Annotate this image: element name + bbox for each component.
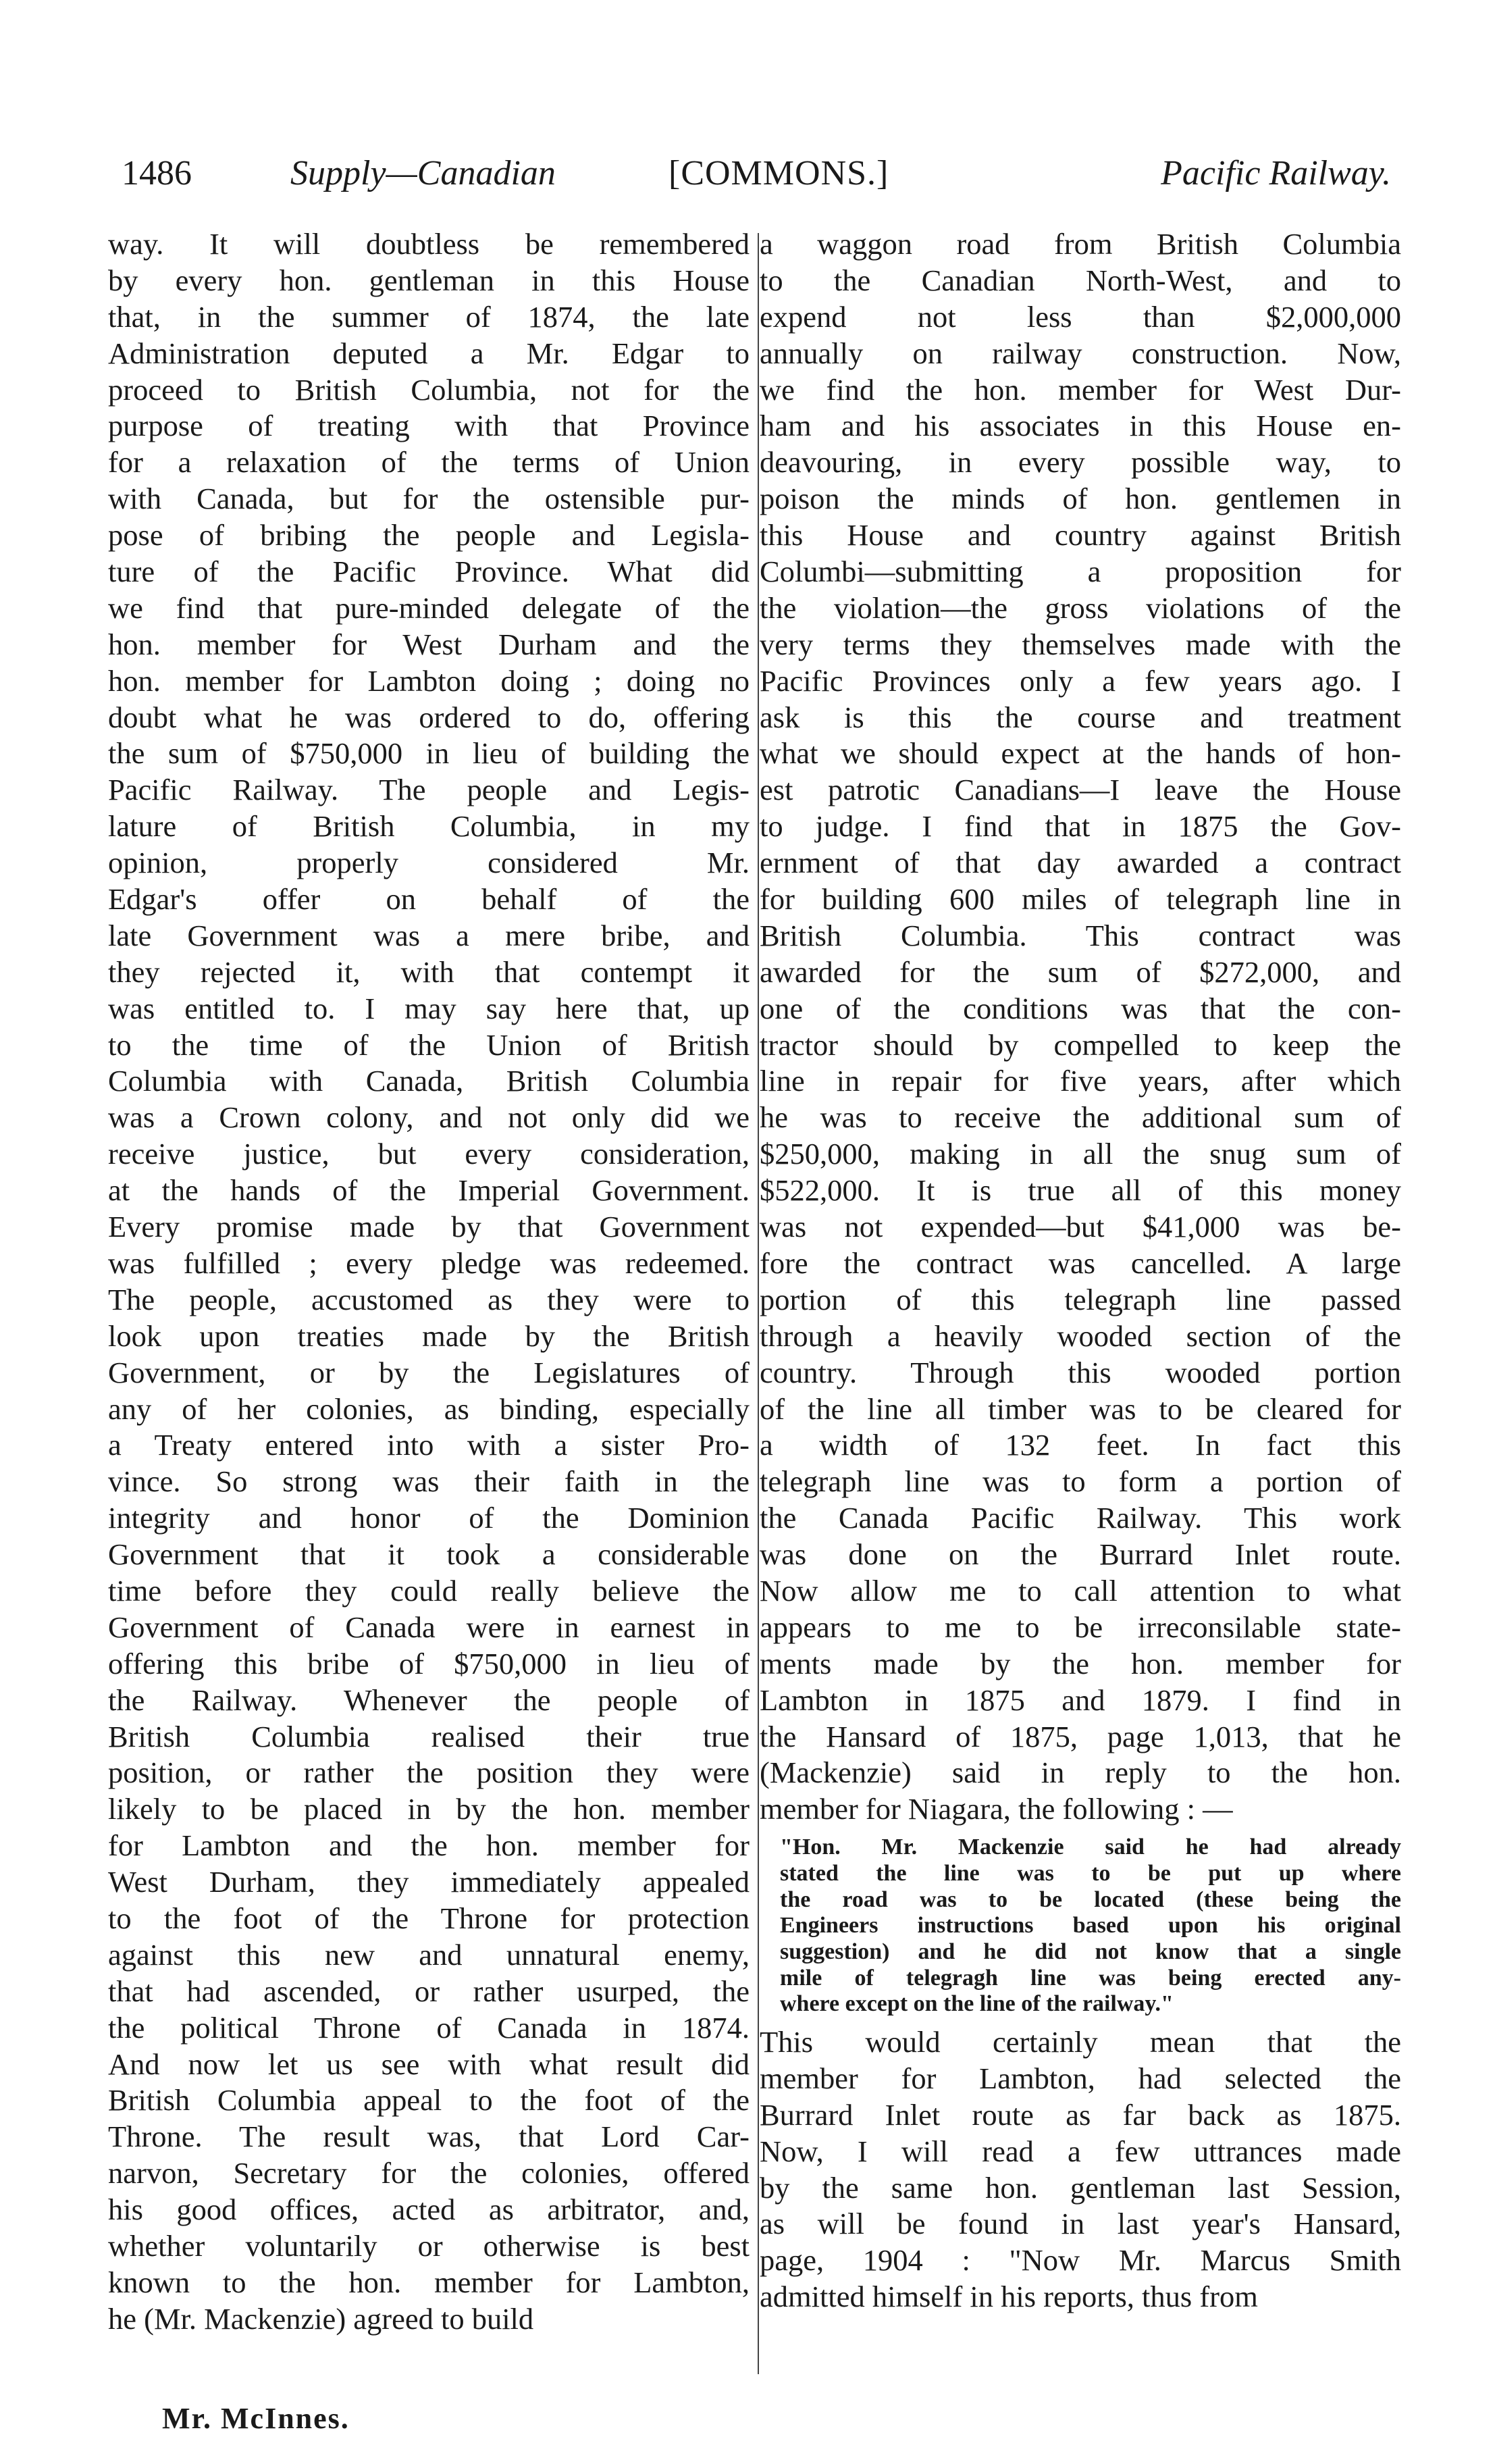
text-line: by every hon. gentleman in this House	[108, 263, 750, 297]
text-line: very terms they themselves made with the	[760, 627, 1401, 661]
quote-line: "Hon. Mr. Mackenzie said he had already	[780, 1834, 1401, 1860]
text-line: was entitled to. I may say here that, up	[108, 991, 750, 1025]
column-divider	[758, 233, 759, 2374]
text-line: the sum of $750,000 in lieu of building the	[108, 736, 750, 771]
text-line: they rejected it, with that contempt it	[108, 954, 750, 989]
text-line: the Hansard of 1875, page 1,013, that he	[760, 1719, 1401, 1753]
text-line: was done on the Burrard Inlet route.	[760, 1537, 1401, 1572]
text-line: of the line all timber was to be cleared for	[760, 1391, 1401, 1426]
text-line: look upon treaties made by the British	[108, 1318, 750, 1353]
text-line: Burrard Inlet route as far back as 1875.	[760, 2097, 1401, 2132]
text-line: hon. member for Lambton doing ; doing no	[108, 663, 750, 698]
block-quote	[760, 1828, 1401, 2024]
text-line: proceed to British Columbia, not for the	[108, 372, 750, 407]
text-line: portion of this telegraph line passed	[760, 1282, 1401, 1316]
text-line: member for Niagara, the following : —	[760, 1792, 1233, 1826]
text-line: whether voluntarily or otherwise is best	[108, 2228, 750, 2263]
text-line: awarded for the sum of $272,000, and	[760, 954, 1401, 989]
text-line: fore the contract was cancelled. A large	[760, 1246, 1401, 1280]
text-line: And now let us see with what result did	[108, 2047, 750, 2081]
quote-line: stated the line was to be put up where	[780, 1860, 1401, 1886]
text-line: to the Canadian North-West, and to	[760, 263, 1401, 297]
text-line: Now, I will read a few uttrances made	[760, 2134, 1401, 2168]
text-line: opinion, properly considered Mr.	[108, 846, 750, 880]
text-line: British Columbia appeal to the foot of the	[108, 2083, 750, 2118]
right-column-bottom-text	[760, 2024, 1401, 2315]
quote-line: Engineers instructions based upon his original	[780, 1913, 1401, 1939]
text-line: receive justice, but every consideration,	[108, 1137, 750, 1171]
text-line: Pacific Railway. The people and Legis-	[108, 773, 750, 807]
text-line: $250,000, making in all the snug sum of	[760, 1137, 1401, 1171]
text-line: annually on railway construction. Now,	[760, 336, 1401, 370]
running-title-right: Pacific Railway.	[1161, 154, 1391, 192]
text-line: with Canada, but for the ostensible pur-	[108, 482, 750, 516]
text-line: the Railway. Whenever the people of	[108, 1683, 750, 1717]
text-line: (Mackenzie) said in reply to the hon.	[760, 1755, 1401, 1790]
text-line: way. It will doubtless be remembered	[108, 227, 750, 261]
text-line: a Treaty entered into with a sister Pro-	[108, 1428, 750, 1462]
text-line: $522,000. It is true all of this money	[760, 1173, 1401, 1208]
text-line: to the time of the Union of British	[108, 1027, 750, 1062]
text-line: Administration deputed a Mr. Edgar to	[108, 336, 750, 370]
text-line: doubt what he was ordered to do, offering	[108, 700, 750, 734]
running-title-center: [COMMONS.]	[668, 154, 889, 192]
text-line: deavouring, in every possible way, to	[760, 445, 1401, 480]
text-line: he (Mr. Mackenzie) agreed to build	[108, 2301, 534, 2336]
text-line: ham and his associates in this House en-	[760, 409, 1401, 443]
text-line: we find that pure-minded delegate of the	[108, 590, 750, 625]
text-line: the Canada Pacific Railway. This work	[760, 1501, 1401, 1535]
text-line: this House and country against British	[760, 518, 1401, 553]
text-line: was a Crown colony, and not only did we	[108, 1100, 750, 1135]
text-line: Throne. The result was, that Lord Car-	[108, 2120, 750, 2154]
text-line: vince. So strong was their faith in the	[108, 1464, 750, 1499]
quote-line: the road was to be located (these being the	[780, 1886, 1401, 1912]
text-line: for building 600 miles of telegraph line in	[760, 882, 1401, 917]
text-line: Columbi—submitting a proposition for	[760, 555, 1401, 589]
text-line: Columbia with Canada, British Columbia	[108, 1064, 750, 1098]
text-line: est patrotic Canadians—I leave the House	[760, 773, 1401, 807]
text-line: hon. member for West Durham and the	[108, 627, 750, 661]
text-line: purpose of treating with that Province	[108, 409, 750, 443]
text-line: to judge. I find that in 1875 the Gov-	[760, 809, 1401, 844]
running-title-left: Supply—Canadian	[290, 154, 556, 192]
text-line: the violation—the gross violations of the	[760, 590, 1401, 625]
text-line: we find the hon. member for West Dur-	[760, 372, 1401, 407]
text-line: position, or rather the position they were	[108, 1755, 750, 1790]
text-line: British Columbia realised their true	[108, 1719, 750, 1753]
text-line: late Government was a mere bribe, and	[108, 918, 750, 952]
text-line: a waggon road from British Columbia	[760, 227, 1401, 261]
text-line: known to the hon. member for Lambton,	[108, 2265, 750, 2299]
text-line: line in repair for five years, after which	[760, 1064, 1401, 1098]
text-line: a width of 132 feet. In fact this	[760, 1428, 1401, 1462]
text-line: tractor should by compelled to keep the	[760, 1027, 1401, 1062]
text-line: was fulfilled ; every pledge was redeemed.	[108, 1246, 750, 1280]
right-text-column	[760, 226, 1401, 2315]
text-line: by the same hon. gentleman last Session,	[760, 2170, 1401, 2205]
text-line: ask is this the course and treatment	[760, 700, 1401, 734]
text-line: against this new and unnatural enemy,	[108, 1937, 750, 1972]
text-line: British Columbia. This contract was	[760, 918, 1401, 952]
text-line: expend not less than $2,000,000	[760, 299, 1401, 334]
text-line: offering this bribe of $750,000 in lieu of	[108, 1646, 750, 1680]
text-line: This would certainly mean that the	[760, 2025, 1401, 2059]
text-line: West Durham, they immediately appealed	[108, 1865, 750, 1899]
text-line: ments made by the hon. member for	[760, 1646, 1401, 1680]
text-line: admitted himself in his reports, thus from	[760, 2280, 1258, 2314]
text-line: for Lambton and the hon. member for	[108, 1828, 750, 1863]
text-line: the political Throne of Canada in 1874.	[108, 2010, 750, 2045]
text-line: integrity and honor of the Dominion	[108, 1501, 750, 1535]
text-line: Government that it took a considerable	[108, 1537, 750, 1572]
text-line: Government, or by the Legislatures of	[108, 1355, 750, 1389]
right-column-top-text	[760, 226, 1401, 1828]
speaker-footer: Mr. McInnes.	[162, 2402, 350, 2435]
text-line: any of her colonies, as binding, especially	[108, 1391, 750, 1426]
text-line: that had ascended, or rather usurped, the	[108, 1974, 750, 2008]
text-line: for a relaxation of the terms of Union	[108, 445, 750, 480]
text-line: through a heavily wooded section of the	[760, 1318, 1401, 1353]
page-header	[122, 150, 1391, 204]
text-line: Pacific Provinces only a few years ago. I	[760, 663, 1401, 698]
text-line: Lambton in 1875 and 1879. I find in	[760, 1683, 1401, 1717]
text-line: his good offices, acted as arbitrator, and,	[108, 2192, 750, 2227]
text-line: Every promise made by that Government	[108, 1210, 750, 1244]
text-line: ture of the Pacific Province. What did	[108, 555, 750, 589]
text-line: time before they could really believe the	[108, 1573, 750, 1608]
text-line: country. Through this wooded portion	[760, 1355, 1401, 1389]
quote-line: where except on the line of the railway."	[780, 1991, 1174, 2017]
text-line: ernment of that day awarded a contract	[760, 846, 1401, 880]
quote-line: mile of telegragh line was being erected any-	[780, 1965, 1401, 1991]
text-line: telegraph line was to form a portion of	[760, 1464, 1401, 1499]
quote-line: suggestion) and he did not know that a single	[780, 1939, 1401, 1964]
text-line: member for Lambton, had selected the	[760, 2061, 1401, 2095]
text-line: pose of bribing the people and Legisla-	[108, 518, 750, 553]
text-line: that, in the summer of 1874, the late	[108, 299, 750, 334]
text-line: appears to me to be irreconsilable state-	[760, 1610, 1401, 1644]
text-line: was not expended—but $41,000 was be-	[760, 1210, 1401, 1244]
text-line: Government of Canada were in earnest in	[108, 1610, 750, 1644]
text-line: Now allow me to call attention to what	[760, 1573, 1401, 1608]
text-line: lature of British Columbia, in my	[108, 809, 750, 844]
text-line: at the hands of the Imperial Government.	[108, 1173, 750, 1208]
text-line: what we should expect at the hands of hon-	[760, 736, 1401, 771]
text-line: to the foot of the Throne for protection	[108, 1901, 750, 1935]
text-line: likely to be placed in by the hon. member	[108, 1792, 750, 1826]
text-line: he was to receive the additional sum of	[760, 1100, 1401, 1135]
text-line: one of the conditions was that the con-	[760, 991, 1401, 1025]
text-line: narvon, Secretary for the colonies, offered	[108, 2156, 750, 2190]
left-text-column	[108, 226, 750, 2338]
text-line: as will be found in last year's Hansard,	[760, 2207, 1401, 2241]
text-line: The people, accustomed as they were to	[108, 1282, 750, 1316]
text-line: Edgar's offer on behalf of the	[108, 882, 750, 917]
text-line: page, 1904 : "Now Mr. Marcus Smith	[760, 2243, 1401, 2278]
page-number: 1486	[122, 154, 192, 192]
text-line: poison the minds of hon. gentlemen in	[760, 482, 1401, 516]
